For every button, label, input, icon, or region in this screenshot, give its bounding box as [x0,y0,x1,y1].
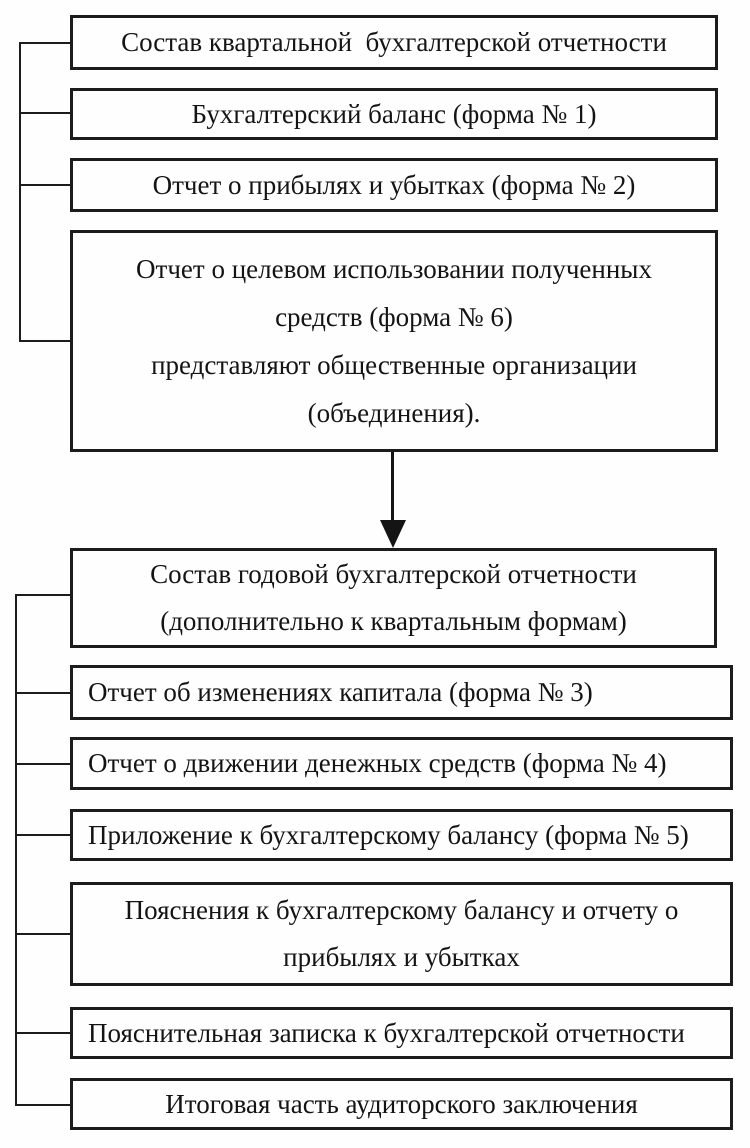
annual-stub-form3 [15,692,70,694]
form6-line-1: Отчет о целевом использовании полученных [136,254,652,284]
annual-stub-note [15,1032,70,1034]
form1-box [70,88,718,140]
flow-arrow-stem [391,452,394,522]
form2-label: Отчет о прибылях и убытках (форма № 2) [152,169,636,200]
form6-line-2: средств (форма № 6) [275,302,513,332]
form3-box [70,665,733,720]
explanatory-note-label: Пояснительная записка к бухгалтерской отчетности [88,1017,685,1048]
form4-box [70,737,733,790]
explanations-line-1: Пояснения к бухгалтерскому балансу и отчету о [124,895,679,925]
explanations-box [70,882,733,986]
annual-stub-header [15,594,70,596]
audit-conclusion-box [70,1078,733,1130]
form1-label: Бухгалтерский баланс (форма № 1) [191,98,597,129]
quarterly-bracket-line [19,42,21,342]
form6-line-3: представляют общественные организации [151,350,637,380]
form3-label: Отчет об изменениях капитала (форма № 3) [88,677,593,707]
annual-stub-form5 [15,834,70,836]
form6-box [70,230,718,452]
quarterly-header-box [70,15,718,70]
annual-header-box [70,548,717,648]
form5-box [70,809,733,861]
form4-label: Отчет о движении денежных средств (форма № 4) [88,748,667,778]
annual-stub-audit [15,1104,70,1106]
quarterly-stub-form6 [19,340,70,342]
quarterly-stub-form2 [19,184,70,186]
annual-stub-explanations [15,933,70,935]
quarterly-stub-header [19,42,70,44]
audit-conclusion-label: Итоговая часть аудиторского заключения [165,1088,638,1119]
form6-line-4: (объединения). [307,398,481,428]
annual-header-line-2: (дополнительно к квартальным формам) [160,606,627,636]
form5-label: Приложение к бухгалтерскому балансу (форма № 5) [88,819,689,850]
form2-box [70,158,718,212]
explanations-line-2: прибылях и убытках [283,942,520,972]
explanatory-note-box [70,1007,733,1059]
annual-header-line-1: Состав годовой бухгалтерской отчетности [150,559,637,589]
annual-bracket-line [15,594,17,1106]
down-arrow-icon [380,520,406,548]
annual-stub-form4 [15,763,70,765]
quarterly-stub-form1 [19,112,70,114]
quarterly-header-label: Состав квартальной бухгалтерской отчетности [121,27,667,57]
